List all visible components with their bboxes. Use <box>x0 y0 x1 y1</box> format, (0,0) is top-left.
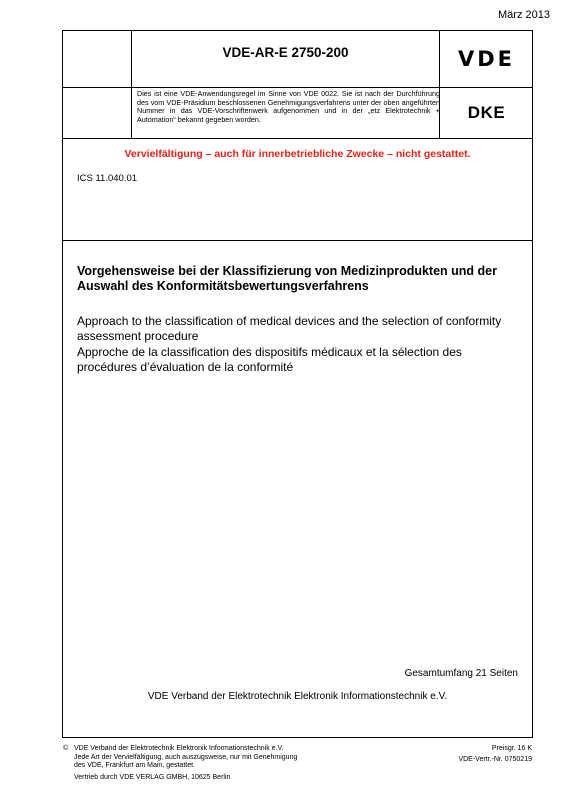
doc-number-cell <box>132 31 439 87</box>
document-frame <box>62 30 533 738</box>
footer-line-4: Vertrieb durch VDE VERLAG GMBH, 10625 Berlin <box>74 773 231 781</box>
ics-code: ICS 11.040.01 <box>77 173 138 184</box>
title-french: Approche de la classification des dispositifs médicaux et la sélection des procédures d’évaluation de la conformité <box>77 345 462 374</box>
section-divider <box>63 240 532 241</box>
footer-line-3: des VDE, Frankfurt am Main, gestattet. <box>74 762 195 769</box>
title-german: Vorgehensweise bei der Klassifizierung von Medizinprodukten und der Auswahl des Konformitätsbewertungsverfahrens <box>77 264 497 293</box>
document-number: VDE-AR-E 2750-200 <box>222 45 349 60</box>
organization-name: VDE Verband der Elektrotechnik Elektronik Informationstechnik e.V. <box>147 691 448 702</box>
dke-logo: DKE <box>467 103 506 122</box>
total-pages: Gesamtumfang 21 Seiten <box>404 668 518 679</box>
publication-date: März 2013 <box>498 9 550 21</box>
title-english: Approach to the classification of medical devices and the selection of conformity assessment procedure <box>77 314 502 343</box>
footer-price-block <box>458 745 532 764</box>
copyright-symbol: © <box>63 745 69 752</box>
notice-cell <box>132 88 439 138</box>
price-group: Preisgr. 16 K <box>491 745 532 752</box>
reproduction-warning: Vervielfältigung – auch für innerbetriebliche Zwecke – nicht gestattet. <box>124 148 471 160</box>
dke-logo-cell <box>440 88 533 138</box>
vde-logo-cell <box>440 31 533 87</box>
approval-notice: Dies ist eine VDE-Anwendungsregel im Sinne von VDE 0022. Sie ist nach der Durchführung des vom VDE-Präsidium beschlossenen Genehmigungsverfahrens unter der oben angeführten Nummer in das VDE-Vorschriftenwerk aufgenommen und in der „etz Elektrotechnik + Automation“ bekannt gegeben worden. <box>137 89 440 124</box>
footer-line-1: VDE Verband der Elektrotechnik Elektronik Informationstechnik e.V. <box>74 745 284 752</box>
vde-logo: VDE <box>457 47 516 71</box>
footer-copyright-block <box>74 745 354 782</box>
header-bottom-border <box>63 138 532 139</box>
order-number: VDE-Vertr.-Nr. 0750219 <box>458 755 532 763</box>
footer-line-2: Jede Art der Vervielfältigung, auch auszugsweise, nur mit Genehmigung <box>74 753 298 761</box>
